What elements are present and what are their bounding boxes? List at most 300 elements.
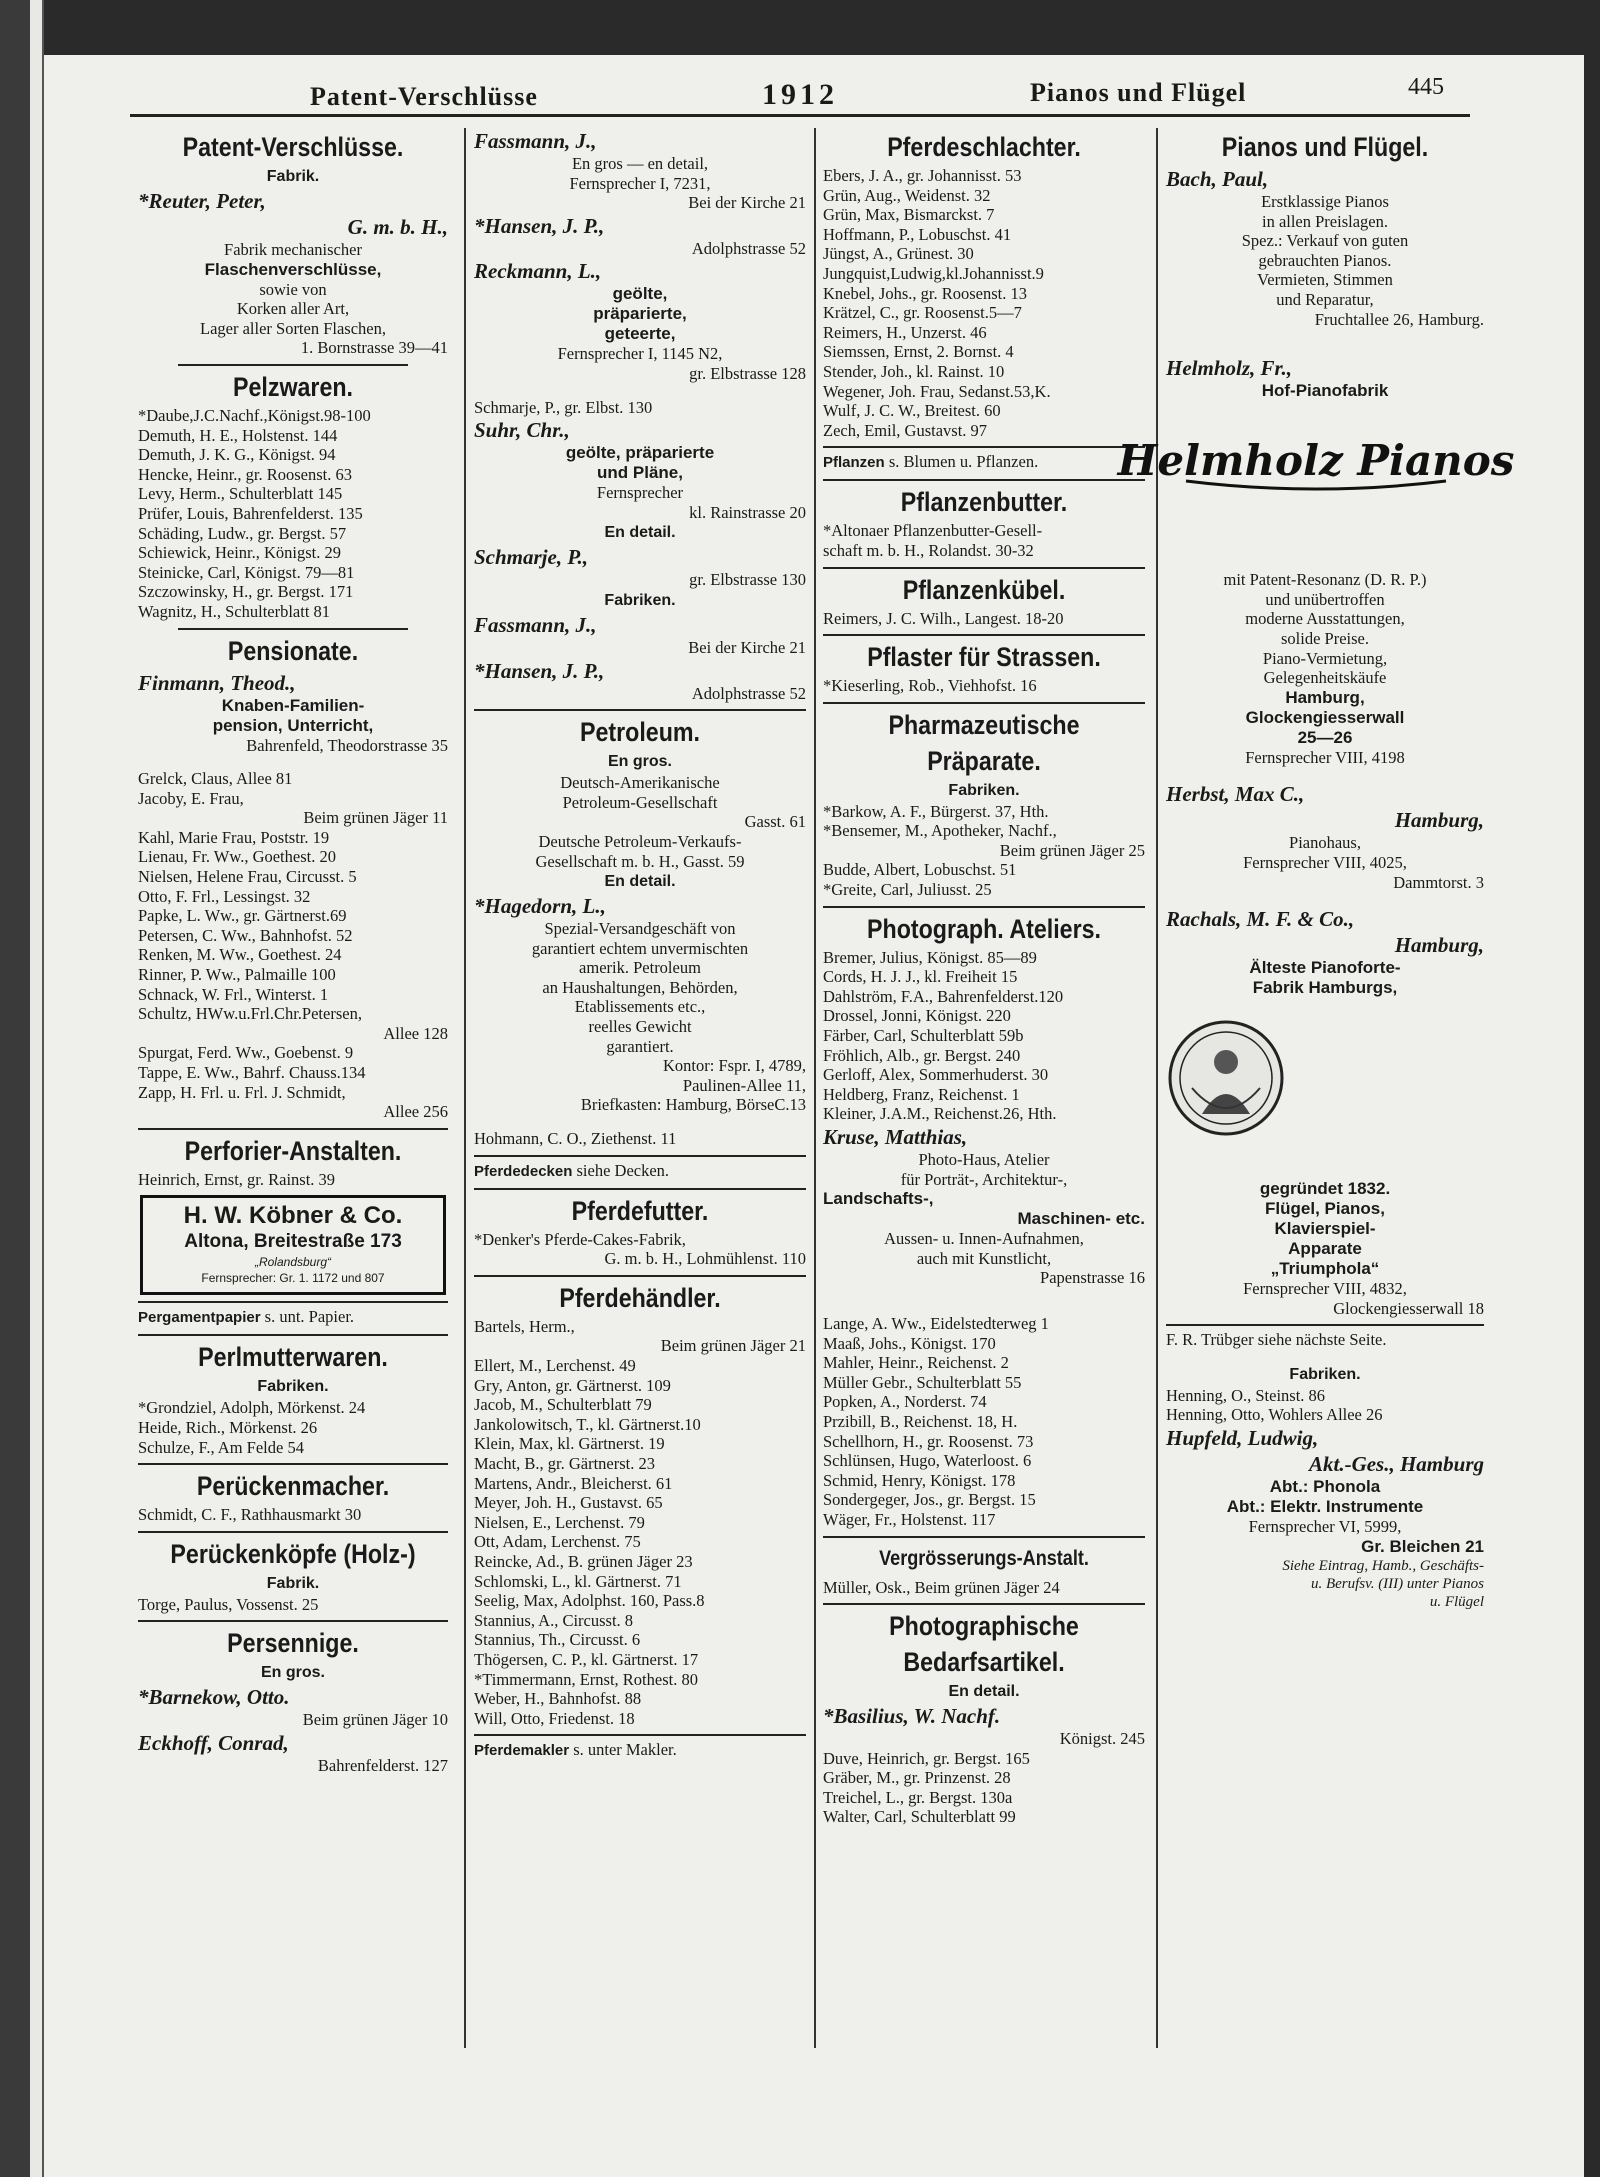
entry-line: Walter, Carl, Schulterblatt 99 xyxy=(823,1807,1016,1827)
entry-line: Seelig, Max, Adolphst. 160, Pass.8 xyxy=(474,1591,705,1611)
entry-line: Reincke, Ad., B. grünen Jäger 23 xyxy=(474,1551,693,1571)
entry-line: Macht, B., gr. Gärtnerst. 23 xyxy=(474,1453,656,1473)
entry-line: Lienau, Fr. Ww., Goethest. 20 xyxy=(138,847,336,867)
section-heading: Pferdefutter. xyxy=(571,1195,709,1226)
entry-line: Schmidt, C. F., Rathhausmarkt 30 xyxy=(138,1505,362,1525)
entry-line: garantiert echtem unvermischten xyxy=(531,938,749,958)
entry-line: Henning, O., Steinst. 86 xyxy=(1166,1385,1326,1405)
entry-line: Jungquist,Ludwig,kl.Johannisst.9 xyxy=(823,263,1044,283)
section-divider xyxy=(138,1301,448,1303)
entry-name: *Reuter, Peter, xyxy=(138,189,266,213)
entry-line: Hencke, Heinr., gr. Roosenst. 63 xyxy=(138,464,353,484)
entry-note: u. Berufsv. (III) unter Pianos xyxy=(1310,1575,1484,1592)
cross-reference-pflanzen: Pflanzen s. Blumen u. Pflanzen. xyxy=(823,452,1039,472)
section-divider xyxy=(823,1603,1145,1605)
entry-line: *Denker's Pferde-Cakes-Fabrik, xyxy=(474,1229,686,1249)
section-divider xyxy=(474,709,806,711)
entry-name: *Hansen, J. P., xyxy=(474,658,605,683)
entry-line: Steinicke, Carl, Königst. 79—81 xyxy=(138,562,355,582)
entry-line: Henning, Otto, Wohlers Allee 26 xyxy=(1166,1405,1383,1425)
subheading: Fabriken. xyxy=(604,591,676,609)
entry-line: Stannius, Th., Circusst. 6 xyxy=(474,1630,641,1650)
entry-address: Glockengiesserwall 18 xyxy=(1333,1298,1484,1318)
section-divider xyxy=(823,906,1145,908)
entry-line: Fernsprecher VI, 5999, xyxy=(1248,1517,1402,1537)
subheading: En detail. xyxy=(604,873,676,891)
book-spine-edge xyxy=(0,0,30,2177)
section-pflaster xyxy=(823,640,1145,696)
section-pferdehaendler xyxy=(474,1281,806,1728)
entry-line: Papke, L. Ww., gr. Gärtnerst.69 xyxy=(138,906,347,926)
entry-bold: Apparate xyxy=(1288,1239,1362,1259)
entry-line: Reimers, J. C. Wilh., Langest. 18-20 xyxy=(823,608,1064,628)
entry-line: Renken, M. Ww., Goethest. 24 xyxy=(138,945,342,965)
entry-line: Aussen- u. Innen-Aufnahmen, xyxy=(884,1229,1084,1249)
entry-line: Bremer, Julius, Königst. 85—89 xyxy=(823,947,1037,967)
entry-line: Kleiner, J.A.M., Reichenst.26, Hth. xyxy=(823,1104,1057,1124)
entry-name: *Basilius, W. Nachf. xyxy=(823,1704,1001,1729)
entry-bold: Maschinen- etc. xyxy=(1017,1209,1145,1229)
entry-address: Briefkasten: Hamburg, BörseC.13 xyxy=(580,1095,806,1115)
entry-line: Rinner, P. Ww., Palmaille 100 xyxy=(138,965,336,985)
entry-line: Fernsprecher I, 1145 N2, xyxy=(557,344,723,364)
entry-name: Bach, Paul, xyxy=(1166,167,1269,191)
cross-reference-pergamentpapier: Pergamentpapier s. unt. Papier. xyxy=(138,1307,355,1327)
entry-line: Fernsprecher xyxy=(596,483,684,503)
entry-line: Korken aller Art, xyxy=(236,299,350,319)
entry-bold: Knaben-Familien- xyxy=(221,695,365,715)
entry-line: Demuth, J. K. G., Königst. 94 xyxy=(138,445,336,465)
entry-address: Bei der Kirche 21 xyxy=(688,637,806,657)
entry-line: an Haushaltungen, Behörden, xyxy=(542,977,738,997)
entry-bold: gegründet 1832. xyxy=(1259,1179,1391,1199)
entry-line: Petroleum-Gesellschaft xyxy=(562,792,718,812)
entry-line: Lager aller Sorten Flaschen, xyxy=(199,318,386,338)
section-photographische-bedarfsartikel xyxy=(823,1609,1145,1827)
entry-line: Wulf, J. C. W., Breitest. 60 xyxy=(823,401,1001,421)
entry-address: Beim grünen Jäger 11 xyxy=(303,808,448,828)
entry-line: Müller, Osk., Beim grünen Jäger 24 xyxy=(823,1577,1060,1597)
section-divider xyxy=(138,1334,448,1336)
entry-line: Schäding, Ludw., gr. Bergst. 57 xyxy=(138,523,347,543)
subheading: En gros. xyxy=(260,1664,325,1682)
entry-bold: geteerte, xyxy=(604,324,676,344)
entry-address: Gasst. 61 xyxy=(744,812,806,832)
entry-name: Hupfeld, Ludwig, xyxy=(1166,1426,1319,1451)
entry-address: gr. Elbstrasse 128 xyxy=(689,363,806,383)
entry-line: Fernsprecher VIII, 4832, xyxy=(1243,1279,1407,1299)
entry-line: Gelegenheitskäufe xyxy=(1263,668,1387,688)
entry-line: Thögersen, C. P., kl. Gärtnerst. 17 xyxy=(474,1649,699,1669)
entry-line: *Kieserling, Rob., Viehhofst. 16 xyxy=(823,676,1037,696)
entry-line: *Daube,J.C.Nachf.,Königst.98-100 xyxy=(138,405,371,425)
entry-line: und Reparatur, xyxy=(1276,289,1374,309)
entry-line: Prüfer, Louis, Bahrenfelderst. 135 xyxy=(138,503,363,523)
entry-line: und unübertroffen xyxy=(1265,589,1385,609)
entry-address: G. m. b. H., Lohmühlenst. 110 xyxy=(604,1249,806,1269)
entry-line: Erstklassige Pianos xyxy=(1261,192,1389,211)
section-continued-entries xyxy=(474,128,806,703)
section-pferdeschlachter xyxy=(823,130,1145,440)
entry-line: Bartels, Herm., xyxy=(474,1316,575,1336)
entry-address: Adolphstrasse 52 xyxy=(691,683,806,703)
entry-line: Budde, Albert, Lobuschst. 51 xyxy=(823,860,1017,880)
entry-line: Fabrik mechanischer xyxy=(224,240,362,259)
entry-line: Jacob, M., Schulterblatt 79 xyxy=(474,1395,652,1415)
entry-line: Kahl, Marie Frau, Poststr. 19 xyxy=(138,827,330,847)
entry-bold: 25—26 xyxy=(1297,727,1353,747)
section-divider xyxy=(138,1128,448,1130)
entry-line: Pianohaus, xyxy=(1289,833,1361,853)
entry-name: Herbst, Max C., xyxy=(1166,782,1305,807)
section-heading: Perforier-Anstalten. xyxy=(184,1135,402,1166)
entry-line: Otto, F. Frl., Lessingst. 32 xyxy=(138,886,311,906)
section-petroleum xyxy=(474,715,806,1149)
section-pflanzenkuebel xyxy=(823,573,1145,629)
entry-line: Gräber, M., gr. Prinzenst. 28 xyxy=(823,1768,1011,1788)
section-divider xyxy=(138,1620,448,1622)
entry-line: Fernsprecher I, 7231, xyxy=(569,173,711,193)
entry-line: Zapp, H. Frl. u. Frl. J. Schmidt, xyxy=(138,1082,346,1102)
entry-line: Zech, Emil, Gustavst. 97 xyxy=(823,420,988,440)
entry-line: Heldberg, Franz, Reichenst. 1 xyxy=(823,1084,1020,1104)
entry-line: solide Preise. xyxy=(1281,628,1369,648)
section-heading: Pflanzenkübel. xyxy=(902,574,1066,605)
entry-line: Deutsche Petroleum-Verkaufs- xyxy=(538,831,742,851)
entry-line: Stender, Joh., kl. Rainst. 10 xyxy=(823,361,1005,381)
section-perueckenkoepfe xyxy=(138,1537,448,1615)
entry-line: in allen Preislagen. xyxy=(1261,211,1388,231)
entry-line: Fernsprecher VIII, 4025, xyxy=(1243,852,1407,872)
section-divider xyxy=(823,702,1145,704)
entry-bold: „Triumphola“ xyxy=(1270,1259,1380,1279)
section-divider xyxy=(178,628,408,630)
entry-address: Beim grünen Jäger 25 xyxy=(999,840,1145,860)
running-head-right: Pianos und Flügel xyxy=(1030,78,1247,107)
column-2 xyxy=(474,128,806,2048)
entry-line: *Altonaer Pflanzenbutter-Gesell- xyxy=(823,521,1043,541)
entry-line: Spezial-Versandgeschäft von xyxy=(544,919,736,939)
section-divider xyxy=(138,1531,448,1533)
entry-bold: präparierte, xyxy=(593,304,687,324)
entry-address: Adolphstrasse 52 xyxy=(691,238,806,258)
section-persennige xyxy=(138,1626,448,1775)
entry-name: Schmarje, P., xyxy=(474,545,588,570)
entry-line: *Barkow, A. F., Bürgerst. 37, Hth. xyxy=(823,801,1049,821)
entry-line: sowie von xyxy=(259,279,327,299)
entry-line: Mahler, Heinr., Reichenst. 2 xyxy=(823,1353,1009,1373)
entry-line: Heide, Rich., Mörkenst. 26 xyxy=(138,1417,318,1437)
entry-address: Papenstrasse 16 xyxy=(1040,1268,1145,1288)
entry-line: Will, Otto, Friedenst. 18 xyxy=(474,1708,635,1728)
column-rule xyxy=(464,128,466,2048)
section-heading: Pferdehändler. xyxy=(559,1282,721,1313)
entry-line: Schiewick, Heinr., Königst. 29 xyxy=(138,543,342,563)
entry-name: Fassmann, J., xyxy=(474,129,597,153)
section-heading-cont: Präparate. xyxy=(927,745,1041,776)
entry-line: Gerloff, Alex, Sommerhuderst. 30 xyxy=(823,1065,1049,1085)
section-heading: Patent-Verschlüsse. xyxy=(182,132,404,162)
entry-line: garantiert. xyxy=(606,1036,674,1056)
entry-line: Fernsprecher VIII, 4198 xyxy=(1245,747,1405,767)
section-vergroesserungs-anstalt xyxy=(823,1542,1145,1598)
entry-address: Königst. 245 xyxy=(1059,1729,1145,1749)
column-rule xyxy=(814,128,816,2048)
section-patent-verschluesse xyxy=(138,130,448,358)
entry-line: Szczowinsky, H., gr. Bergst. 171 xyxy=(138,582,354,602)
entry-address: Beim grünen Jäger 10 xyxy=(302,1710,448,1730)
helmholz-pianos-logo xyxy=(1117,419,1515,499)
section-divider xyxy=(474,1155,806,1157)
entry-name: Eckhoff, Conrad, xyxy=(138,1730,289,1755)
entry-address: Bahrenfelderst. 127 xyxy=(317,1755,448,1775)
section-pharmazeutische-praeparate xyxy=(823,708,1145,900)
section-heading: Pelzwaren. xyxy=(232,371,354,402)
column-1 xyxy=(138,128,448,2048)
section-divider xyxy=(178,364,408,366)
running-head-left: Patent-Verschlüsse xyxy=(310,82,538,111)
section-heading: Perückenköpfe (Holz-) xyxy=(170,1538,416,1569)
entry-line: Grün, Aug., Weidenst. 32 xyxy=(823,185,991,205)
section-heading: Perlmutterwaren. xyxy=(198,1342,388,1373)
advert-building: „Rolandsburg“ xyxy=(254,1255,332,1270)
entry-address: Paulinen-Allee 11, xyxy=(682,1075,806,1095)
section-divider xyxy=(474,1734,806,1736)
section-heading: Pianos und Flügel. xyxy=(1221,132,1429,162)
entry-line: Jacoby, E. Frau, xyxy=(138,788,244,808)
entry-name-cont: G. m. b. H., xyxy=(347,215,448,239)
entry-address: Beim grünen Jäger 21 xyxy=(660,1336,806,1356)
entry-line: Demuth, H. E., Holstenst. 144 xyxy=(138,425,338,445)
subheading: Fabriken. xyxy=(948,781,1020,799)
entry-line: schaft m. b. H., Rolandst. 30-32 xyxy=(823,540,1034,560)
entry-name: Reckmann, L., xyxy=(474,259,602,284)
entry-line: mit Patent-Resonanz (D. R. P.) xyxy=(1223,570,1427,590)
entry-bold: Hof-Pianofabrik xyxy=(1261,381,1389,401)
column-4 xyxy=(1117,128,1515,2048)
entry-address: Allee 128 xyxy=(383,1023,448,1043)
entry-line: Schnack, W. Frl., Winterst. 1 xyxy=(138,984,329,1004)
cross-reference-pferdedecken: Pferdedecken siehe Decken. xyxy=(474,1160,670,1180)
entry-address: Bei der Kirche 21 xyxy=(688,193,806,213)
section-perlmutterwaren xyxy=(138,1340,448,1457)
entry-bold: geölte, xyxy=(612,284,668,304)
section-heading: Petroleum. xyxy=(579,717,700,748)
section-pflanzenbutter xyxy=(823,485,1145,560)
entry-address: kl. Rainstrasse 20 xyxy=(689,502,806,522)
entry-line: Jüngst, A., Grünest. 30 xyxy=(823,244,974,264)
section-perforier-anstalten xyxy=(138,1134,448,1190)
entry-line: Krätzel, C., gr. Roosenst.5—7 xyxy=(823,303,1022,323)
page-gutter xyxy=(30,0,44,2177)
entry-line: Przibill, B., Reichenst. 18, H. xyxy=(823,1411,1018,1431)
entry-bold: geölte, präparierte xyxy=(565,443,715,463)
section-pferdefutter xyxy=(474,1194,806,1269)
section-heading: Pflaster für Strassen. xyxy=(867,642,1101,673)
section-heading: Photographische xyxy=(889,1611,1079,1642)
entry-line: Schlomski, L., kl. Gärtnerst. 71 xyxy=(474,1571,682,1591)
entry-line: Ebers, J. A., gr. Johannisst. 53 xyxy=(823,166,1022,185)
subheading: En detail. xyxy=(604,524,676,542)
entry-bold: und Pläne, xyxy=(597,463,683,483)
entry-line: amerik. Petroleum xyxy=(579,958,701,978)
entry-address: Fruchtallee 26, Hamburg. xyxy=(1314,309,1484,329)
section-divider xyxy=(1166,1324,1484,1326)
entry-address: Dammtorst. 3 xyxy=(1393,872,1484,892)
subheading: Fabrik. xyxy=(266,1574,320,1592)
medal-seal-icon xyxy=(1166,1018,1286,1138)
entry-line: Schmarje, P., gr. Elbst. 130 xyxy=(474,397,653,417)
entry-name: Fassmann, J., xyxy=(474,612,597,637)
entry-name: Finmann, Theod., xyxy=(138,670,296,695)
entry-bold: Flügel, Pianos, xyxy=(1265,1199,1385,1219)
entry-line: auch mit Kunstlicht, xyxy=(916,1248,1052,1268)
entry-line: Klein, Max, kl. Gärtnerst. 19 xyxy=(474,1434,665,1454)
entry-address: Kontor: Fspr. I, 4789, xyxy=(662,1056,806,1076)
entry-line: Spurgat, Ferd. Ww., Goebenst. 9 xyxy=(138,1043,354,1063)
entry-line: *Timmermann, Ernst, Rothest. 80 xyxy=(474,1669,698,1689)
entry-bold: Glockengiesserwall xyxy=(1245,707,1405,727)
column-rule xyxy=(1156,128,1158,2048)
running-head-year: 1912 xyxy=(762,78,838,111)
entry-line: Martens, Andr., Bleicherst. 61 xyxy=(474,1473,673,1493)
entry-line: Wagnitz, H., Schulterblatt 81 xyxy=(138,601,331,621)
entry-line: Meyer, Joh. H., Gustavst. 65 xyxy=(474,1493,663,1513)
entry-line: Photo-Haus, Atelier xyxy=(918,1150,1050,1169)
section-perueckenmacher xyxy=(138,1469,448,1525)
subheading: En gros. xyxy=(607,753,672,771)
subheading: En detail. xyxy=(948,1683,1020,1701)
advert-phone: Fernsprecher: Gr. 1. 1172 und 807 xyxy=(201,1271,385,1286)
entry-line: Gesellschaft m. b. H., Gasst. 59 xyxy=(535,851,745,871)
entry-line: Piano-Vermietung, xyxy=(1262,648,1388,668)
entry-line: Grelck, Claus, Allee 81 xyxy=(138,769,293,789)
entry-name: *Hagedorn, L., xyxy=(474,894,606,919)
section-divider xyxy=(823,567,1145,569)
entry-line: *Greite, Carl, Juliusst. 25 xyxy=(823,880,992,900)
entry-line: Cords, H. J. J., kl. Freiheit 15 xyxy=(823,967,1018,987)
entry-line: Spez.: Verkauf von guten xyxy=(1241,231,1409,251)
entry-line: Tappe, E. Ww., Bahrf. Chauss.134 xyxy=(138,1063,366,1082)
entry-line: Ott, Adam, Lerchenst. 75 xyxy=(474,1532,641,1552)
section-photograph-ateliers xyxy=(823,912,1145,1530)
column-3 xyxy=(823,128,1145,2048)
entry-line: Stannius, A., Circusst. 8 xyxy=(474,1610,634,1630)
entry-bold: pension, Unterricht, xyxy=(212,715,374,735)
entry-line: Popken, A., Norderst. 74 xyxy=(823,1392,987,1412)
section-divider xyxy=(138,1463,448,1465)
entry-line: Grün, Max, Bismarckst. 7 xyxy=(823,205,995,225)
entry-note: u. Flügel xyxy=(1429,1593,1484,1610)
entry-address: Allee 256 xyxy=(383,1102,448,1122)
section-heading: Persennige. xyxy=(227,1628,359,1659)
entry-line: Duve, Heinrich, gr. Bergst. 165 xyxy=(823,1748,1030,1768)
entry-line: Etablissements etc., xyxy=(574,997,706,1017)
entry-address: 1. Bornstrasse 39—41 xyxy=(300,338,448,358)
entry-line: *Bensemer, M., Apotheker, Nachf., xyxy=(823,821,1057,841)
entry-line: Torge, Paulus, Vossenst. 25 xyxy=(138,1594,319,1614)
cross-reference-pferdemakler: Pferdemakler s. unter Makler. xyxy=(474,1740,677,1760)
entry-line: Schellhorn, H., gr. Roosenst. 73 xyxy=(823,1431,1034,1451)
entry-bold: Abt.: Phonola xyxy=(1269,1477,1381,1497)
section-divider xyxy=(823,446,1145,448)
entry-line: Schulze, F., Am Felde 54 xyxy=(138,1437,304,1457)
subheading: Fabriken. xyxy=(257,1378,329,1396)
entry-line: gebrauchten Pianos. xyxy=(1258,250,1392,270)
entry-line: Lange, A. Ww., Eidelstedterweg 1 xyxy=(823,1313,1049,1333)
entry-bold: Flaschenverschlüsse, xyxy=(204,259,382,279)
section-divider xyxy=(474,1188,806,1190)
entry-line: für Porträt-, Architektur-, xyxy=(900,1169,1068,1189)
section-heading: Pferdeschlachter. xyxy=(887,132,1081,162)
section-pelzwaren xyxy=(138,370,448,622)
subheading: Fabrik. xyxy=(266,168,320,185)
entry-line: Drossel, Jonni, Königst. 220 xyxy=(823,1006,1011,1026)
entry-line: Wäger, Fr., Holstenst. 117 xyxy=(823,1509,996,1529)
entry-bold: Hamburg, xyxy=(1285,687,1365,707)
entry-line: Vermieten, Stimmen xyxy=(1257,270,1393,290)
entry-line: Dahlström, F.A., Bahrenfelderst.120 xyxy=(823,986,1064,1006)
entry-line: Deutsch-Amerikanische xyxy=(560,773,720,793)
section-divider xyxy=(823,1536,1145,1538)
section-heading: Vergrösserungs-Anstalt. xyxy=(879,1546,1089,1570)
entry-name: Helmholz, Fr., xyxy=(1166,356,1293,381)
entry-line: Siemssen, Ernst, 2. Bornst. 4 xyxy=(823,342,1014,362)
entry-line: Hoffmann, P., Lobuschst. 41 xyxy=(823,224,1012,244)
section-divider xyxy=(474,1275,806,1277)
section-heading: Photograph. Ateliers. xyxy=(867,913,1101,944)
entry-name: Rachals, M. F. & Co., xyxy=(1166,907,1355,932)
entry-name: Kruse, Matthias, xyxy=(823,1125,968,1149)
entry-line: reelles Gewicht xyxy=(588,1017,692,1037)
entry-line: Reimers, H., Unzerst. 46 xyxy=(823,322,987,342)
entry-line: moderne Ausstattungen, xyxy=(1245,609,1405,629)
page-number: 445 xyxy=(1408,74,1444,100)
entry-line: Ellert, M., Lerchenst. 49 xyxy=(474,1356,636,1375)
section-heading: Pflanzenbutter. xyxy=(900,487,1068,518)
entry-bold: Abt.: Elektr. Instrumente xyxy=(1226,1497,1424,1517)
entry-bold: Gr. Bleichen 21 xyxy=(1361,1536,1484,1556)
entry-line: Levy, Herm., Schulterblatt 145 xyxy=(138,484,343,504)
entry-line: Knebel, Johs., gr. Roosenst. 13 xyxy=(823,283,1027,303)
entry-line: Heinrich, Ernst, gr. Rainst. 39 xyxy=(138,1169,336,1189)
entry-line: Weber, H., Bahnhofst. 88 xyxy=(474,1689,642,1709)
entry-bold: Älteste Pianoforte- xyxy=(1249,958,1401,978)
entry-line: Petersen, C. Ww., Bahnhofst. 52 xyxy=(138,925,353,945)
entry-name: *Hansen, J. P., xyxy=(474,213,605,238)
entry-line: Schultz, HWw.u.Frl.Chr.Petersen, xyxy=(138,1004,362,1024)
entry-address: Bahrenfeld, Theodorstrasse 35 xyxy=(246,735,448,755)
entry-line: Hohmann, C. O., Ziethenst. 11 xyxy=(474,1129,677,1149)
entry-line: Nielsen, E., Lerchenst. 79 xyxy=(474,1512,645,1532)
entry-line: Maaß, Johs., Königst. 170 xyxy=(823,1333,996,1353)
entry-line: Jankolowitsch, T., kl. Gärtnerst.10 xyxy=(474,1414,701,1434)
running-head xyxy=(130,68,1470,117)
entry-line: Sondergeger, Jos., gr. Bergst. 15 xyxy=(823,1490,1036,1510)
subheading: Fabriken. xyxy=(1289,1365,1361,1383)
svg-text:Helmholz Pianos: Helmholz Pianos xyxy=(1117,436,1515,486)
entry-name-cont: Akt.-Ges., Hamburg xyxy=(1308,1452,1484,1477)
entry-line: Fröhlich, Alb., gr. Bergst. 240 xyxy=(823,1045,1021,1065)
entry-name-cont: Hamburg, xyxy=(1394,933,1484,958)
entry-bold: Klavierspiel- xyxy=(1274,1219,1376,1239)
entry-line: En gros — en detail, xyxy=(571,154,709,173)
entry-bold: Fabrik Hamburgs, xyxy=(1252,978,1398,998)
section-divider xyxy=(823,634,1145,636)
section-heading: Pharmazeutische xyxy=(888,709,1080,740)
entry-line: Schlünsen, Hugo, Waterloost. 6 xyxy=(823,1451,1032,1471)
entry-address: gr. Elbstrasse 130 xyxy=(689,570,806,590)
